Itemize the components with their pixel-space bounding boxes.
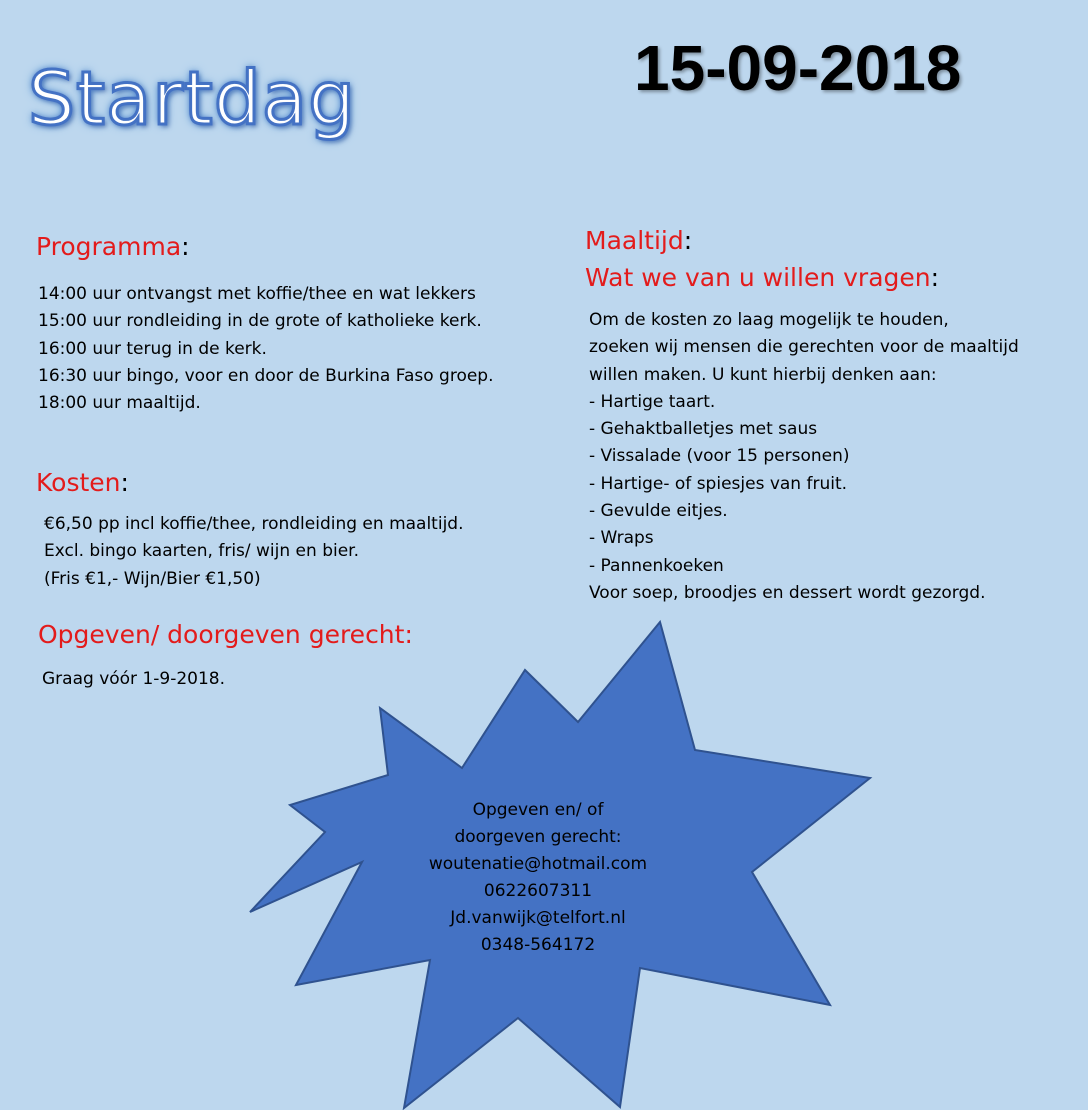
programma-heading-colon: : — [181, 232, 190, 261]
maaltijd-heading-colon: : — [683, 226, 693, 255]
programma-heading-label: Programma — [36, 232, 182, 261]
kosten-list — [44, 511, 464, 593]
contact-phone[interactable]: 0348-564172 — [480, 935, 596, 955]
contact-info — [388, 797, 688, 959]
maaltijd-line: zoeken wij mensen die gerechten voor de maaltijd — [589, 337, 1019, 358]
maaltijd-line: willen maken. U kunt hierbij denken aan: — [589, 364, 937, 385]
kosten-heading — [36, 470, 129, 495]
maaltijd-line: - Hartige taart. — [589, 391, 716, 412]
contact-line: Opgeven en/ of — [472, 800, 604, 820]
kosten-heading-label: Kosten — [36, 468, 121, 497]
maaltijd-line: - Gevulde eitjes. — [589, 501, 728, 522]
contact-email-link[interactable]: Jd.vanwijk@telfort.nl — [450, 908, 626, 928]
kosten-line: Excl. bingo kaarten, fris/ wijn en bier. — [44, 541, 359, 562]
programma-line: 16:00 uur terug in de kerk. — [38, 338, 267, 359]
maaltijd-line: Voor soep, broodjes en dessert wordt gezorgd. — [589, 582, 986, 603]
page-title: Startdag — [28, 56, 357, 142]
contact-phone[interactable]: 0622607311 — [483, 881, 593, 901]
maaltijd-line: Om de kosten zo laag mogelijk te houden, — [589, 310, 949, 330]
contact-email-link[interactable]: woutenatie@hotmail.com — [428, 854, 648, 874]
maaltijd-line: - Wraps — [589, 528, 654, 549]
maaltijd-list — [589, 307, 1019, 607]
programma-heading — [36, 234, 190, 259]
programma-line: 14:00 uur ontvangst met koffie/thee en wat lekkers — [38, 284, 476, 304]
opgeven-list — [42, 666, 225, 693]
maaltijd-line: - Vissalade (voor 15 personen) — [589, 446, 850, 467]
opgeven-line: Graag vóór 1-9-2018. — [42, 669, 226, 689]
kosten-line: (Fris €1,- Wijn/Bier €1,50) — [44, 568, 261, 589]
maaltijd-heading-label: Maaltijd — [585, 226, 684, 255]
contact-line: doorgeven gerecht: — [454, 827, 622, 847]
opgeven-heading — [38, 622, 413, 647]
maaltijd-subheading — [585, 265, 939, 290]
programma-line: 15:00 uur rondleiding in de grote of katholieke kerk. — [38, 311, 482, 332]
kosten-line: €6,50 pp incl koffie/thee, rondleiding en maaltijd. — [44, 514, 464, 534]
maaltijd-subheading-colon: : — [930, 263, 940, 292]
maaltijd-line: - Hartige- of spiesjes van fruit. — [589, 473, 848, 494]
maaltijd-subheading-label: Wat we van u willen vragen — [585, 263, 931, 292]
event-date: 15-09-2018 — [634, 32, 962, 104]
maaltijd-line: - Gehaktballetjes met saus — [589, 419, 818, 440]
kosten-heading-colon: : — [120, 468, 129, 497]
programma-line: 16:30 uur bingo, voor en door de Burkina Faso groep. — [38, 365, 494, 386]
maaltijd-line: - Pannenkoeken — [589, 555, 724, 576]
maaltijd-heading — [585, 228, 692, 253]
programma-list — [38, 281, 494, 417]
programma-line: 18:00 uur maaltijd. — [38, 393, 201, 414]
opgeven-heading-label: Opgeven/ doorgeven gerecht: — [38, 620, 413, 649]
